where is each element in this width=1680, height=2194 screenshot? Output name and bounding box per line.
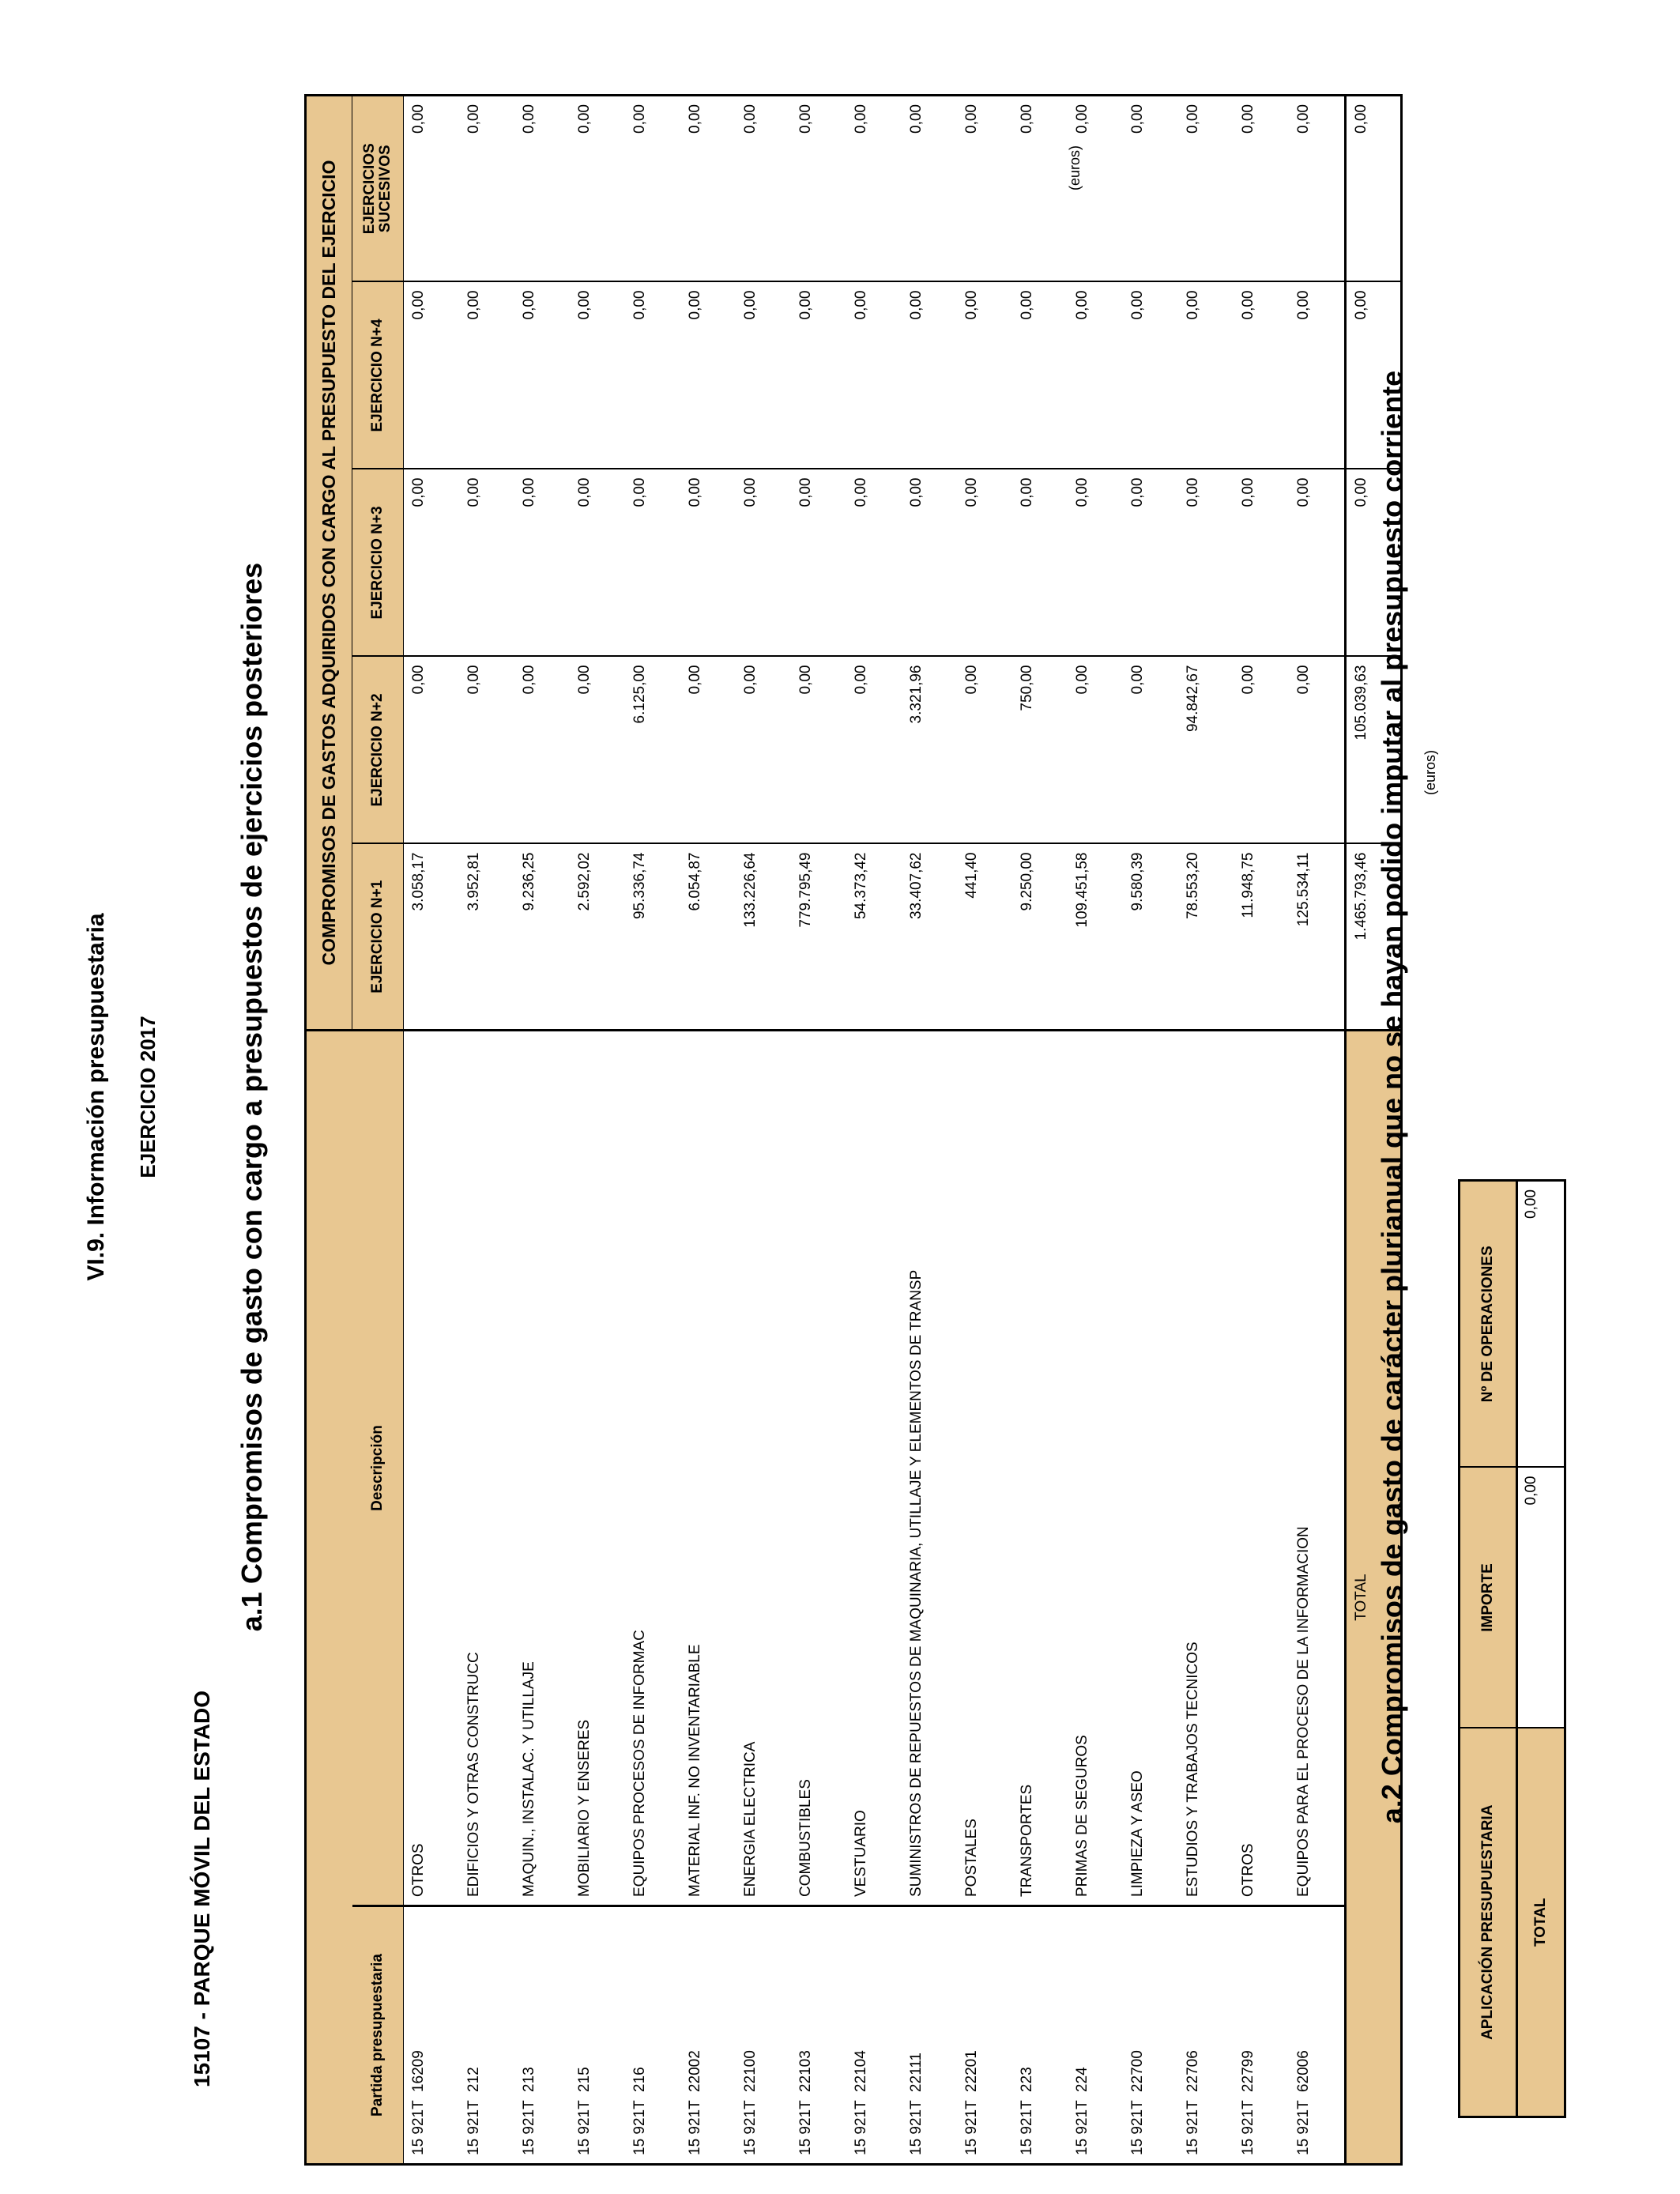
partida-cell: 15 921T 16209 [410,2050,427,2155]
descripcion-cell: MATERIAL INF. NO INVENTARIABLE [680,1031,736,1906]
ejercicio-n3-cell: 0,00 [902,469,957,657]
table-row [459,96,514,2165]
ejercicio-n2-cell: 0,00 [459,657,514,844]
descripcion-cell: EQUIPOS PARA EL PROCESO DE LA INFORMACION [1289,1031,1346,1906]
ejercicio-n2-cell: 0,00 [404,657,460,844]
ejercicio-n4-cell: 0,00 [791,282,846,469]
partida-cell: 15 921T 22111 [908,2053,925,2155]
table-row [902,96,957,2165]
ejercicio-n4-cell: 0,00 [846,282,902,469]
table-row [625,96,680,2165]
header-blank [306,1031,352,2165]
ejercicio-n4-cell: 0,00 [736,282,791,469]
ejercicios-sucesivos-cell: 0,00 [404,96,460,282]
ejercicio-n3-cell: 0,00 [625,469,680,657]
ejercicio-n2-cell: 0,00 [1123,657,1178,844]
ejercicio-n1-cell: 6.054,87 [680,844,736,1031]
partida-cell: 15 921T 22201 [963,2050,980,2155]
descripcion-cell: TRANSPORTES [1012,1031,1068,1906]
ejercicio-n4-cell: 0,00 [514,282,570,469]
table-row [736,96,791,2165]
ejercicio-n2-cell: 3.321,96 [902,657,957,844]
col-partida: Partida presupuestaria [352,1906,404,2165]
ejercicio-n1-cell: 109.451,58 [1068,844,1123,1031]
ejercicio-n2-cell: 0,00 [791,657,846,844]
col-descripcion: Descripción [352,1031,404,1906]
descripcion-cell: ENERGIA ELECTRICA [736,1031,791,1906]
descripcion-cell: ESTUDIOS Y TRABAJOS TECNICOS [1178,1031,1234,1906]
ejercicio-n4-cell: 0,00 [957,282,1012,469]
total-sucesivos: 0,00 [1346,96,1402,282]
ejercicio-n4-cell: 0,00 [1289,282,1346,469]
ejercicio-n1-cell: 95.336,74 [625,844,680,1031]
plurianual-table [1458,1179,1566,2118]
ejercicio-n4-cell: 0,00 [1178,282,1234,469]
ejercicio-n3-cell: 0,00 [736,469,791,657]
table-row [1123,96,1178,2165]
partida-cell: 15 921T 223 [1019,2067,1035,2155]
ejercicio-n3-cell: 0,00 [404,469,460,657]
col-ejercicio-n4: EJERCICIO N+4 [352,282,404,469]
ejercicio-n4-cell: 0,00 [570,282,625,469]
ejercicio-n3-cell: 0,00 [1234,469,1289,657]
ejercicio-n1-cell: 33.407,62 [902,844,957,1031]
units-a2: (euros) [1422,749,1438,795]
partida-cell: 15 921T 22100 [742,2050,759,2155]
table-row [1289,96,1346,2165]
ejercicio-n3-cell: 0,00 [680,469,736,657]
ejercicio-n3-cell: 0,00 [459,469,514,657]
a2-total-operaciones: 0,00 [1517,1181,1565,1468]
partida-cell: 15 921T 22799 [1240,2050,1256,2155]
descripcion-cell: VESTUARIO [846,1031,902,1906]
col-ejercicio-n1: EJERCICIO N+1 [352,844,404,1031]
ejercicios-sucesivos-cell: 0,00 [846,96,902,282]
descripcion-cell: EQUIPOS PROCESOS DE INFORMAC [625,1031,680,1906]
descripcion-cell: SUMINISTROS DE REPUESTOS DE MAQUINARIA, UTILLAJE Y ELEMENTOS DE TRANSP [902,1031,957,1906]
section-a2-title: a.2 Compromisos de gasto de carácter plurianual que no se hayan podido imputar al presupuesto corriente [1376,370,1408,1824]
ejercicio-n4-cell: 0,00 [1234,282,1289,469]
ejercicio-n4-cell: 0,00 [902,282,957,469]
ejercicio-n4-cell: 0,00 [404,282,460,469]
ejercicios-sucesivos-cell: 0,00 [736,96,791,282]
ejercicio-n4-cell: 0,00 [625,282,680,469]
ejercicio-n4-cell: 0,00 [1068,282,1123,469]
ejercicio-n2-cell: 0,00 [846,657,902,844]
table-row [791,96,846,2165]
ejercicio-n3-cell: 0,00 [957,469,1012,657]
table-row [404,96,460,2165]
table-row [1178,96,1234,2165]
ejercicio-n1-cell: 125.534,11 [1289,844,1346,1031]
ejercicios-sucesivos-cell: 0,00 [680,96,736,282]
ejercicios-sucesivos-cell: 0,00 [1123,96,1178,282]
ejercicio-n3-cell: 0,00 [846,469,902,657]
descripcion-cell: OTROS [1234,1031,1289,1906]
page-title: VI.9. Información presupuestaria [83,913,109,1281]
descripcion-cell: POSTALES [957,1031,1012,1906]
ejercicio-n3-cell: 0,00 [1012,469,1068,657]
descripcion-cell: PRIMAS DE SEGUROS [1068,1031,1123,1906]
ejercicio-n2-cell: 750,00 [1012,657,1068,844]
section-a1-title: a.1 Compromisos de gasto con cargo a presupuestos de ejercicios posteriores [235,562,268,1632]
table-row [1068,96,1123,2165]
partida-cell: 15 921T 22706 [1185,2050,1201,2155]
partida-cell: 15 921T 215 [576,2067,593,2155]
units-a1: (euros) [1067,145,1083,190]
partida-cell: 15 921T 62006 [1295,2050,1312,2155]
partida-cell: 15 921T 224 [1074,2067,1090,2155]
col-ejercicios-sucesivos: EJERCICIOS SUCESIVOS [352,96,404,282]
ejercicios-sucesivos-cell: 0,00 [1289,96,1346,282]
commitments-body [404,96,1346,2165]
ejercicio-n1-cell: 11.948,75 [1234,844,1289,1031]
descripcion-cell: LIMPIEZA Y ASEO [1123,1031,1178,1906]
partida-cell: 15 921T 213 [521,2067,537,2155]
ejercicio-n1-cell: 78.553,20 [1178,844,1234,1031]
ejercicio-n4-cell: 0,00 [680,282,736,469]
fiscal-year: EJERCICIO 2017 [136,1016,160,1178]
table-row [846,96,902,2165]
partida-cell: 15 921T 22700 [1129,2050,1146,2155]
ejercicio-n1-cell: 3.952,81 [459,844,514,1031]
col-ejercicio-n2: EJERCICIO N+2 [352,657,404,844]
table-row [1234,96,1289,2165]
col-importe: IMPORTE [1460,1468,1517,1728]
a2-total-importe: 0,00 [1517,1468,1565,1728]
table-row [957,96,1012,2165]
ejercicio-n3-cell: 0,00 [1289,469,1346,657]
ejercicios-sucesivos-cell: 0,00 [1178,96,1234,282]
ejercicio-n1-cell: 779.795,49 [791,844,846,1031]
ejercicio-n3-cell: 0,00 [1178,469,1234,657]
organism-name: 15107 - PARQUE MÓVIL DEL ESTADO [190,1690,214,2087]
ejercicio-n2-cell: 94.842,67 [1178,657,1234,844]
ejercicio-n4-cell: 0,00 [459,282,514,469]
ejercicio-n1-cell: 3.058,17 [404,844,460,1031]
col-operaciones: Nº DE OPERACIONES [1460,1181,1517,1468]
ejercicio-n1-cell: 133.226,64 [736,844,791,1031]
total-n4: 0,00 [1346,282,1402,469]
ejercicio-n2-cell: 0,00 [957,657,1012,844]
ejercicio-n2-cell: 0,00 [1234,657,1289,844]
col-ejercicio-n3: EJERCICIO N+3 [352,469,404,657]
commitments-table [304,94,1403,2166]
ejercicio-n1-cell: 441,40 [957,844,1012,1031]
a2-total-label: TOTAL [1517,1728,1565,2117]
table-row [1012,96,1068,2165]
partida-cell: 15 921T 22002 [687,2050,703,2155]
ejercicio-n1-cell: 9.580,39 [1123,844,1178,1031]
partida-cell: 15 921T 216 [631,2067,648,2155]
ejercicios-sucesivos-cell: 0,00 [791,96,846,282]
total-n1: 1.465.793,46 [1346,844,1402,1031]
descripcion-cell: EDIFICIOS Y OTRAS CONSTRUCC [459,1031,514,1906]
descripcion-cell: OTROS [404,1031,460,1906]
partida-cell: 15 921T 212 [465,2067,482,2155]
total-n2: 105.039,63 [1346,657,1402,844]
total-n3: 0,00 [1346,469,1402,657]
ejercicio-n2-cell: 0,00 [514,657,570,844]
total-label: TOTAL [1346,1031,1402,2165]
ejercicio-n2-cell: 0,00 [680,657,736,844]
ejercicios-sucesivos-cell: 0,00 [902,96,957,282]
ejercicio-n1-cell: 9.236,25 [514,844,570,1031]
ejercicio-n4-cell: 0,00 [1012,282,1068,469]
ejercicio-n3-cell: 0,00 [570,469,625,657]
table-row [570,96,625,2165]
col-aplicacion: APLICACIÓN PRESUPUESTARIA [1460,1728,1517,2117]
ejercicio-n1-cell: 2.592,02 [570,844,625,1031]
ejercicios-sucesivos-cell: 0,00 [957,96,1012,282]
table-row [680,96,736,2165]
ejercicio-n1-cell: 54.373,42 [846,844,902,1031]
ejercicio-n2-cell: 0,00 [1068,657,1123,844]
ejercicio-n2-cell: 0,00 [736,657,791,844]
group-header: COMPROMISOS DE GASTOS ADQUIRIDOS CON CARGO AL PRESUPUESTO DEL EJERCICIO [306,96,352,1031]
ejercicio-n3-cell: 0,00 [514,469,570,657]
ejercicios-sucesivos-cell: 0,00 [625,96,680,282]
ejercicio-n4-cell: 0,00 [1123,282,1178,469]
ejercicios-sucesivos-cell: 0,00 [1012,96,1068,282]
descripcion-cell: MOBILIARIO Y ENSERES [570,1031,625,1906]
partida-cell: 15 921T 22104 [853,2050,869,2155]
ejercicios-sucesivos-cell: 0,00 [1068,96,1123,282]
ejercicio-n1-cell: 9.250,00 [1012,844,1068,1031]
ejercicio-n2-cell: 0,00 [570,657,625,844]
ejercicio-n2-cell: 0,00 [1289,657,1346,844]
descripcion-cell: MAQUIN., INSTALAC. Y UTILLAJE [514,1031,570,1906]
ejercicios-sucesivos-cell: 0,00 [1234,96,1289,282]
ejercicios-sucesivos-cell: 0,00 [514,96,570,282]
ejercicios-sucesivos-cell: 0,00 [570,96,625,282]
table-row [514,96,570,2165]
descripcion-cell: COMBUSTIBLES [791,1031,846,1906]
ejercicios-sucesivos-cell: 0,00 [459,96,514,282]
ejercicio-n3-cell: 0,00 [1123,469,1178,657]
ejercicio-n3-cell: 0,00 [791,469,846,657]
ejercicio-n2-cell: 6.125,00 [625,657,680,844]
partida-cell: 15 921T 22103 [797,2050,814,2155]
ejercicio-n3-cell: 0,00 [1068,469,1123,657]
